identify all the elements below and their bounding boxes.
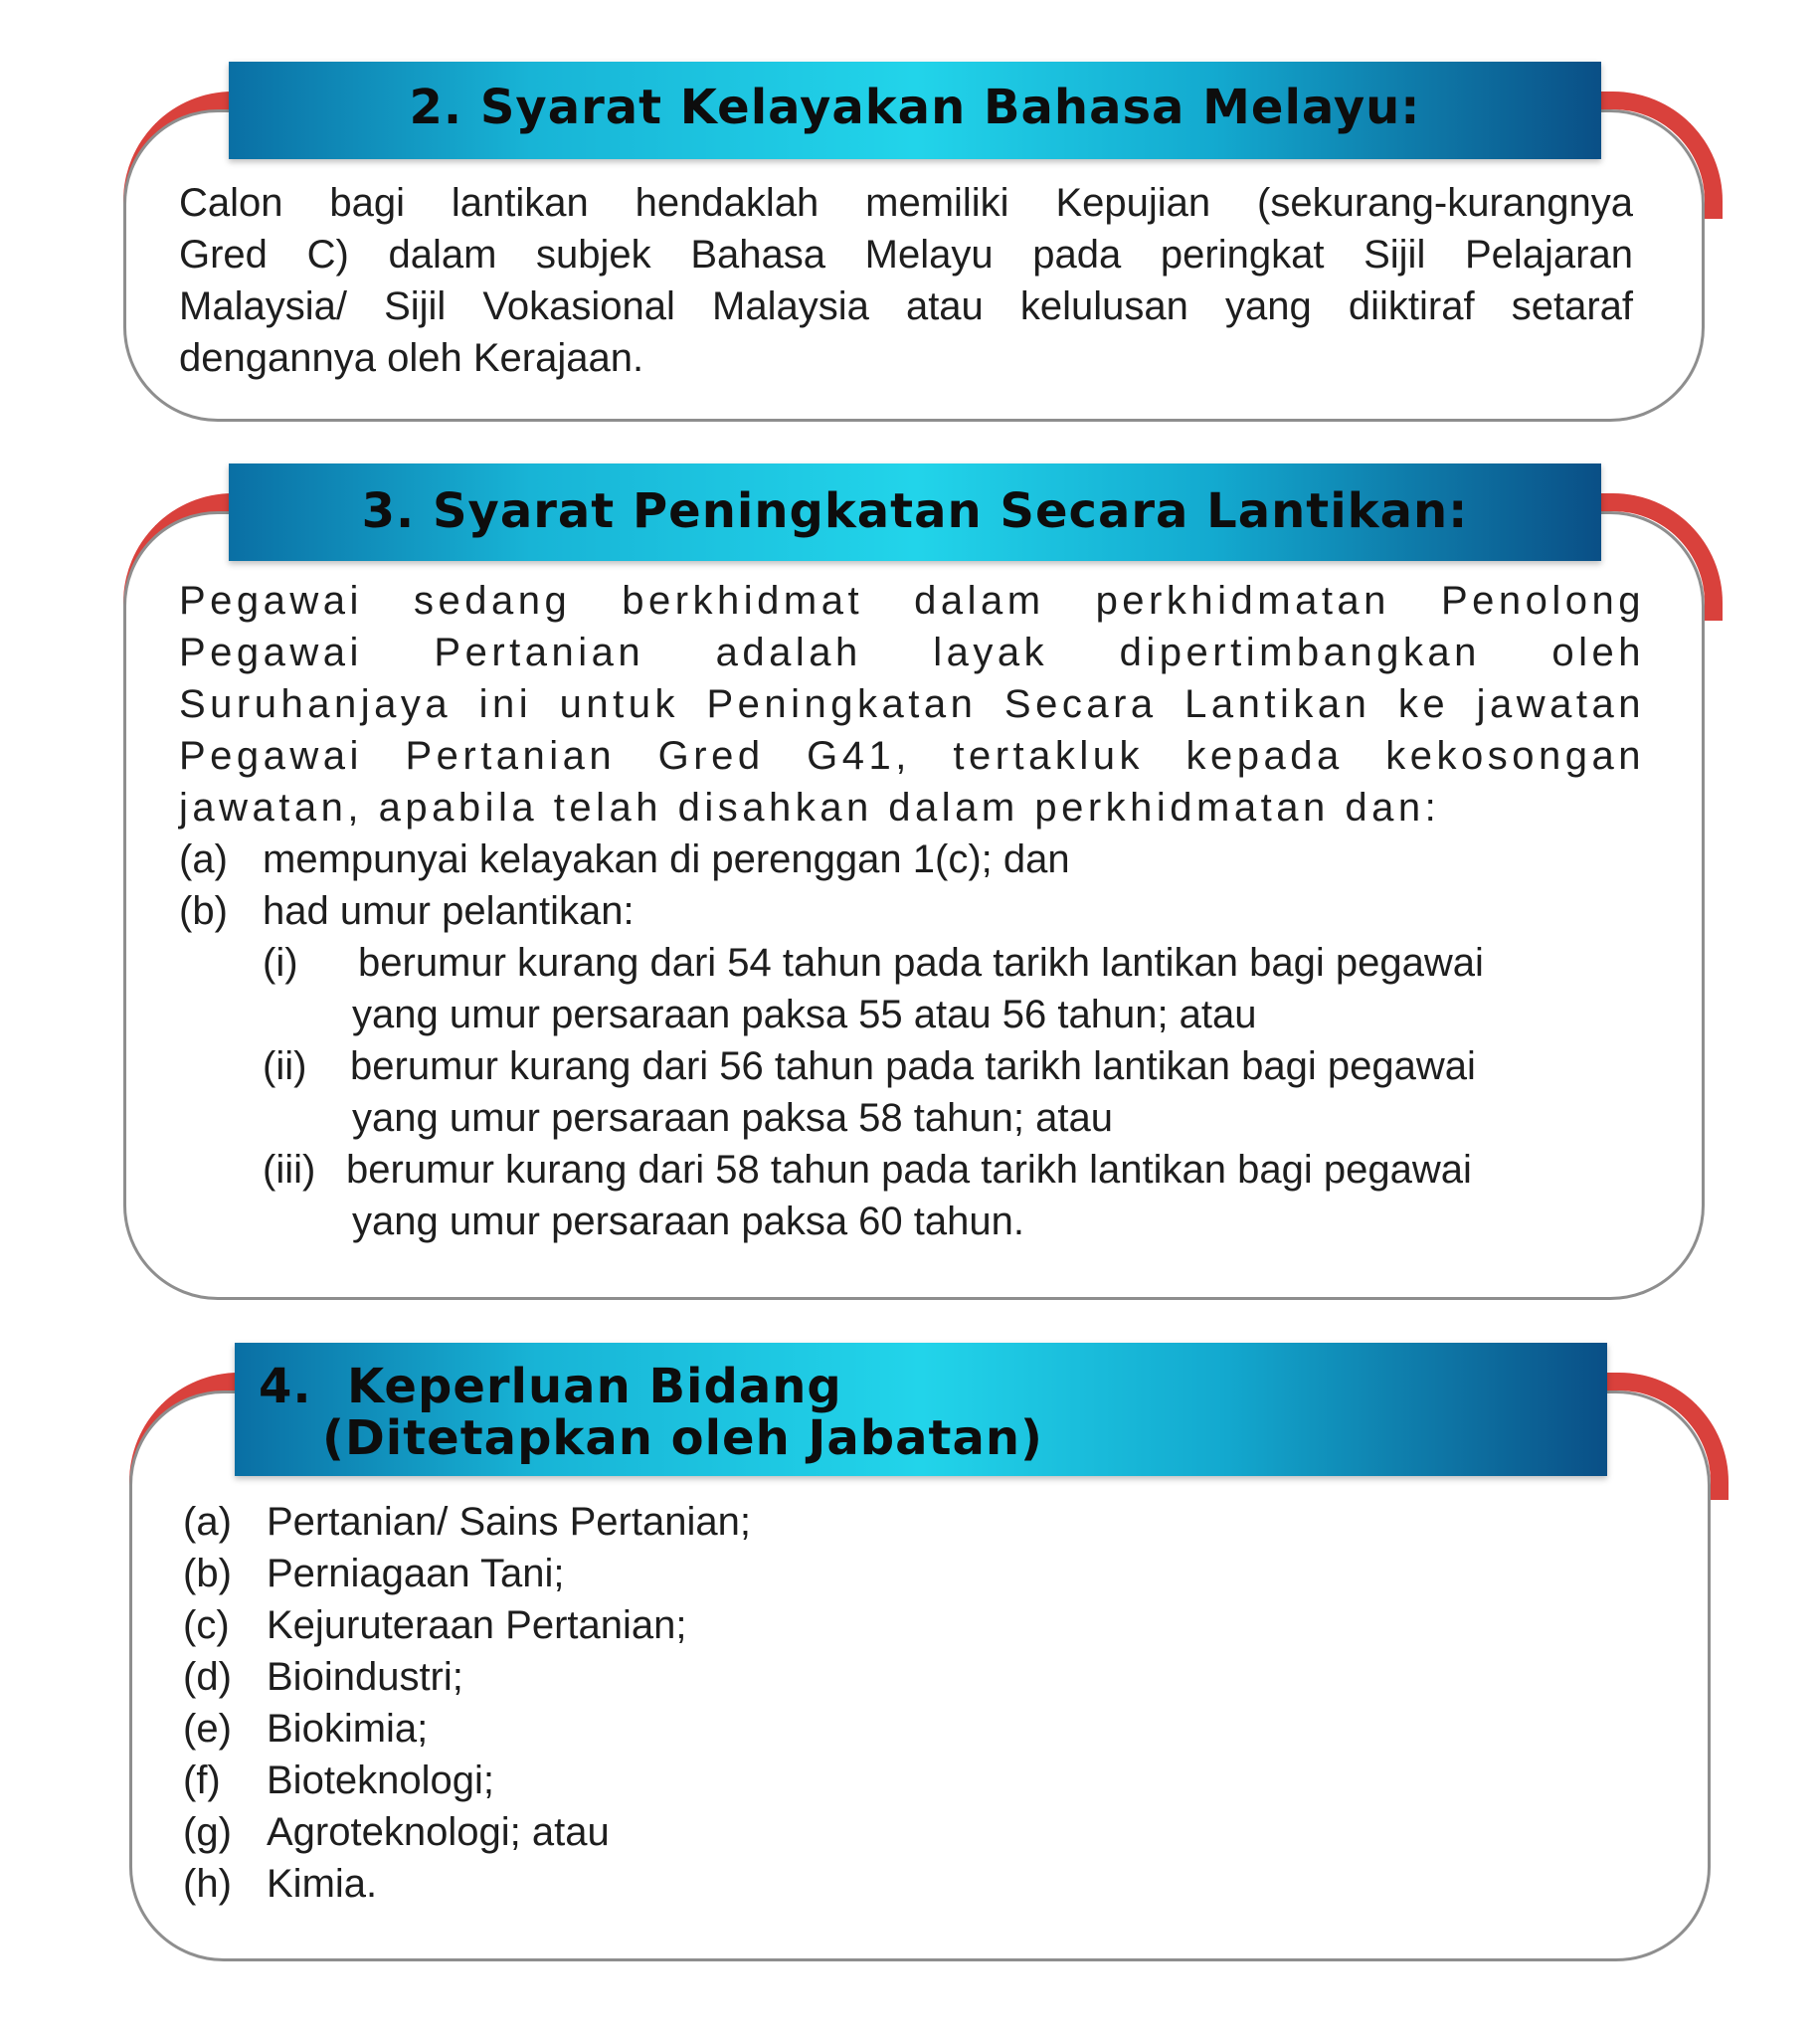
section4-item	[183, 1703, 1575, 1755]
item-marker: (b)	[183, 1552, 232, 1595]
section2-header	[229, 62, 1601, 159]
section3-intro-line: jawatan, apabila telah disahkan dalam perkhidmatan dan:	[179, 786, 1441, 830]
section2-line: Calon bagi lantikan hendaklah memiliki Kepujian (sekurang-kurangnya	[179, 181, 1633, 225]
subitem-marker: (i)	[263, 941, 298, 985]
section4-item	[183, 1858, 1575, 1910]
section4-item	[183, 1548, 1575, 1599]
section3-subitem	[179, 1040, 1645, 1092]
section3-intro-line: Pegawai Pertanian Gred G41, tertakluk kepada kekosongan	[179, 734, 1645, 778]
section2-line: Gred C) dalam subjek Bahasa Melayu pada peringkat Sijil Pelajaran	[179, 233, 1633, 277]
subitem-text: yang umur persaraan paksa 60 tahun.	[352, 1200, 1024, 1243]
item-text: Bioindustri;	[267, 1655, 463, 1699]
subitem-text: yang umur persaraan paksa 55 atau 56 tahun; atau	[352, 993, 1257, 1036]
item-marker: (c)	[183, 1603, 230, 1647]
item-marker: (b)	[179, 889, 228, 933]
section4-item	[183, 1755, 1575, 1806]
item-text: Agroteknologi; atau	[267, 1810, 610, 1854]
section2-line: Malaysia/ Sijil Vokasional Malaysia atau kelulusan yang diiktiraf setaraf	[179, 284, 1633, 328]
subitem-text: berumur kurang dari 56 tahun pada tarikh lantikan bagi pegawai	[350, 1044, 1476, 1088]
section3-title: 3. Syarat Peningkatan Secara Lantikan:	[361, 483, 1469, 539]
section4-item	[183, 1599, 1575, 1651]
section3-subitem	[179, 937, 1645, 989]
section3-header	[229, 463, 1601, 561]
subitem-marker: (ii)	[263, 1044, 307, 1088]
item-text: mempunyai kelayakan di perenggan 1(c); dan	[263, 837, 1070, 881]
item-text: Bioteknologi;	[267, 1759, 495, 1802]
item-marker: (e)	[183, 1707, 232, 1751]
subitem-text: berumur kurang dari 58 tahun pada tarikh lantikan bagi pegawai	[346, 1148, 1472, 1192]
section2-body	[179, 177, 1633, 384]
item-marker: (h)	[183, 1862, 232, 1906]
item-marker: (a)	[179, 837, 228, 881]
section4-title-line1: 4. Keperluan Bidang	[259, 1359, 842, 1414]
section3-item	[179, 885, 1645, 937]
item-text: Biokimia;	[267, 1707, 429, 1751]
subitem-text: yang umur persaraan paksa 58 tahun; atau	[352, 1096, 1113, 1140]
section3-subitem-cont	[179, 1196, 1645, 1247]
item-marker: (a)	[183, 1500, 232, 1544]
section4-item	[183, 1806, 1575, 1858]
item-text: Kimia.	[267, 1862, 378, 1906]
subitem-text: berumur kurang dari 54 tahun pada tarikh lantikan bagi pegawai	[358, 941, 1484, 985]
section2-line: dengannya oleh Kerajaan.	[179, 336, 644, 380]
section4-title-line2: (Ditetapkan oleh Jabatan)	[322, 1410, 1043, 1466]
section2-title: 2. Syarat Kelayakan Bahasa Melayu:	[409, 80, 1421, 135]
section3-subitem-cont	[179, 1092, 1645, 1144]
section3-subitem-cont	[179, 989, 1645, 1040]
item-marker: (f)	[183, 1759, 221, 1802]
section4-item	[183, 1651, 1575, 1703]
section4-header	[235, 1343, 1607, 1476]
section4-body	[183, 1496, 1575, 1910]
item-text: Perniagaan Tani;	[267, 1552, 565, 1595]
section3-intro-line: Pegawai Pertanian adalah layak dipertimbangkan oleh	[179, 631, 1645, 674]
item-text: Pertanian/ Sains Pertanian;	[267, 1500, 751, 1544]
item-marker: (d)	[183, 1655, 232, 1699]
section3-intro-line: Suruhanjaya ini untuk Peningkatan Secara Lantikan ke jawatan	[179, 682, 1645, 726]
section3-intro-line: Pegawai sedang berkhidmat dalam perkhidmatan Penolong	[179, 579, 1645, 623]
section3-item	[179, 833, 1645, 885]
subitem-marker: (iii)	[263, 1148, 316, 1192]
section4-item	[183, 1496, 1575, 1548]
section3-subitem	[179, 1144, 1645, 1196]
item-text: Kejuruteraan Pertanian;	[267, 1603, 687, 1647]
item-text: had umur pelantikan:	[263, 889, 635, 933]
item-marker: (g)	[183, 1810, 232, 1854]
section3-body	[179, 575, 1645, 1247]
